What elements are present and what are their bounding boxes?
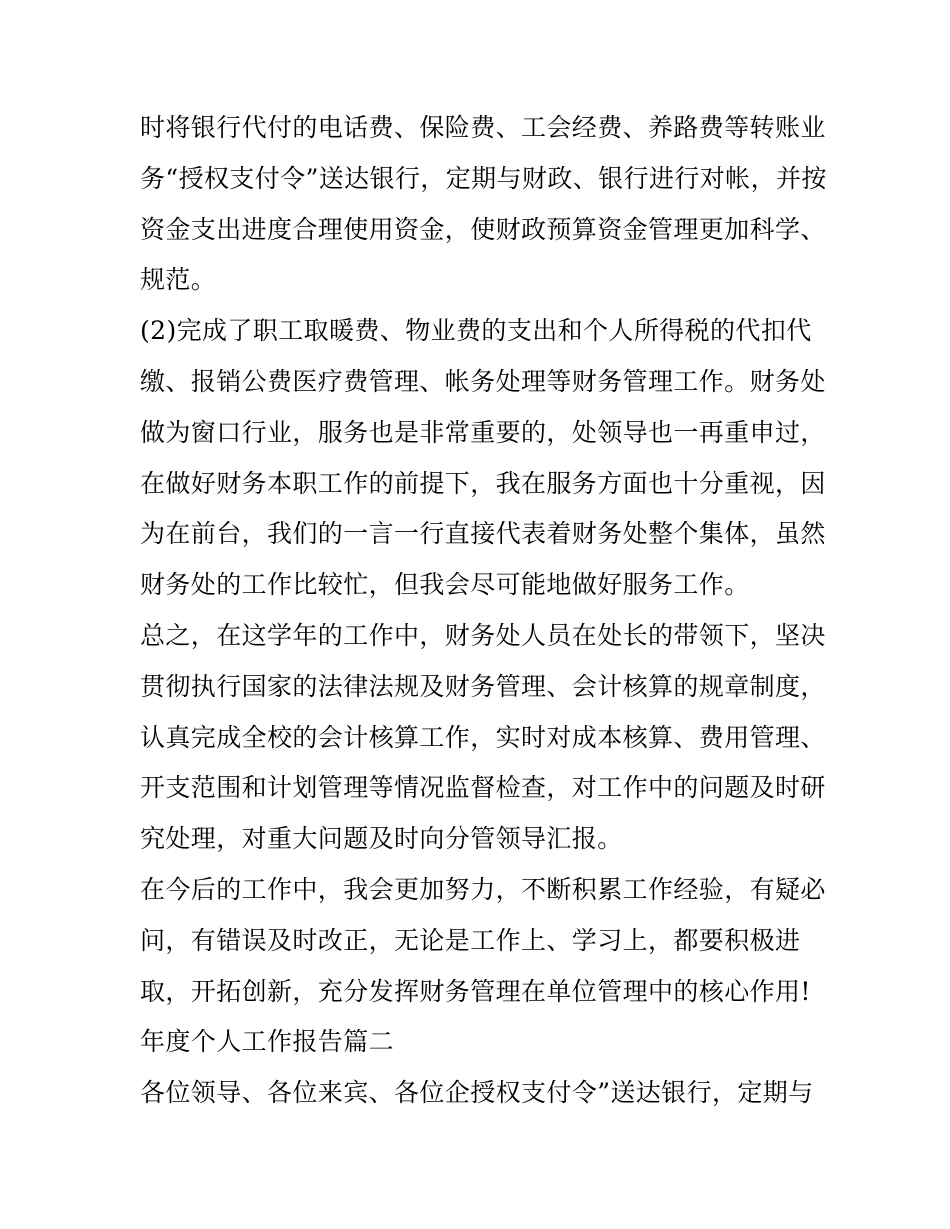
text-line: 缴、报销公费医疗费管理、帐务处理等财务管理工作。财务处 <box>140 366 826 396</box>
text-line: 各位领导、各位来宾、各位企授权支付令”送达银行，定期与 <box>140 1078 814 1108</box>
text-line: 认真完成全校的会计核算工作，实时对成本核算、费用管理、 <box>140 722 826 752</box>
text-line: 在今后的工作中，我会更加努力，不断积累工作经验，有疑必 <box>140 874 826 904</box>
text-line: 务“授权支付令”送达银行，定期与财政、银行进行对帐，并按 <box>140 163 827 193</box>
text-line: 究处理，对重大问题及时向分管领导汇报。 <box>140 824 623 854</box>
document-body <box>140 103 827 1119</box>
text-line: 时将银行代付的电话费、保险费、工会经费、养路费等转账业 <box>140 113 826 142</box>
text-line: 问，有错误及时改正，无论是工作上、学习上，都要积极进 <box>140 925 801 955</box>
text-line: (2)完成了职工取暖费、物业费的支出和个人所得税的代扣代 <box>140 316 812 346</box>
section-heading: 年度个人工作报告篇二 <box>140 1027 395 1057</box>
text-line: 规范。 <box>140 265 217 295</box>
text-line: 在做好财务本职工作的前提下，我在服务方面也十分重视，因 <box>140 468 826 498</box>
text-line: 取，开拓创新，充分发挥财务管理在单位管理中的核心作用! <box>140 976 811 1006</box>
text-line: 财务处的工作比较忙，但我会尽可能地做好服务工作。 <box>140 570 750 600</box>
text-line: 总之，在这学年的工作中，财务处人员在处长的带领下，坚决 <box>140 620 826 650</box>
text-line: 资金支出进度合理使用资金，使财政预算资金管理更加科学、 <box>140 214 826 244</box>
text-line: 贯彻执行国家的法律法规及财务管理、会计核算的规章制度， <box>140 671 826 701</box>
text-line: 开支范围和计划管理等情况监督检查，对工作中的问题及时研 <box>140 773 826 803</box>
text-line: 为在前台，我们的一言一行直接代表着财务处整个集体，虽然 <box>140 519 826 549</box>
text-line: 做为窗口行业，服务也是非常重要的，处领导也一再重申过， <box>140 417 826 447</box>
